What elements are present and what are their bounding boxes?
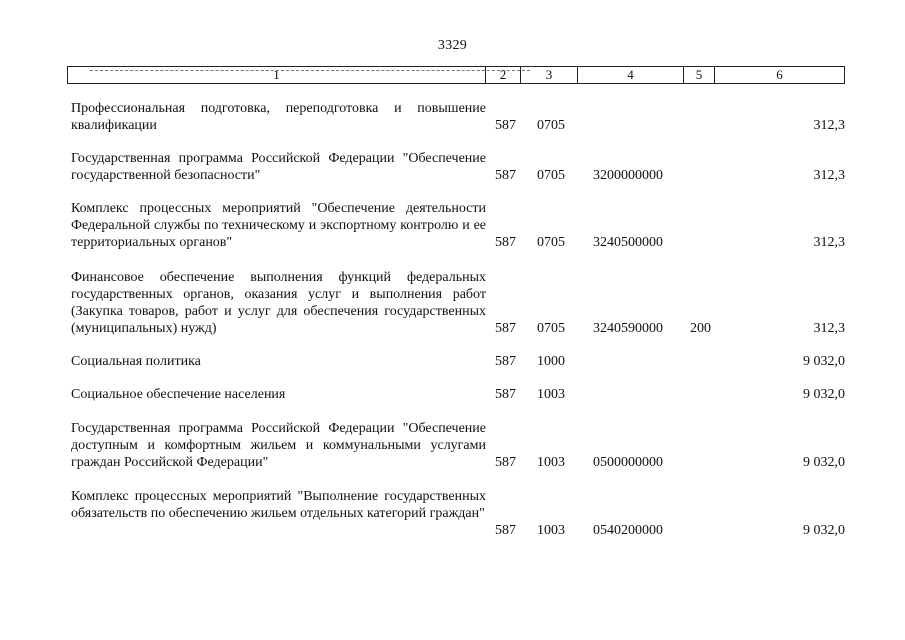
row-col-3: 1003 — [537, 523, 565, 538]
row-col-3: 1003 — [537, 455, 565, 470]
table-header — [67, 66, 845, 84]
row-col-6: 312,3 — [813, 118, 845, 133]
row-col-5: 200 — [690, 321, 711, 336]
row-col-2: 587 — [495, 235, 516, 250]
row-col-3: 1000 — [537, 354, 565, 369]
row-description: Комплекс процессных мероприятий "Выполнение государственных обязательств по обеспечению жильем отдельных категорий граждан" — [71, 489, 486, 521]
row-col-3: 0705 — [537, 168, 565, 183]
row-col-3: 0705 — [537, 235, 565, 250]
row-col-3: 1003 — [537, 387, 565, 402]
header-col-1-label: 1 — [273, 67, 280, 82]
row-col-2: 587 — [495, 354, 516, 369]
row-col-2: 587 — [495, 523, 516, 538]
row-col-3: 0705 — [537, 321, 565, 336]
row-description: Государственная программа Российской Федерации "Обеспечение доступным и комфортным жильем и коммунальными услугами граждан Российской Федерации" — [71, 421, 486, 470]
row-description: Социальная политика — [71, 354, 201, 369]
row-description: Профессиональная подготовка, переподготовка и повышение квалификации — [71, 101, 486, 133]
row-col-2: 587 — [495, 387, 516, 402]
row-col-2: 587 — [495, 455, 516, 470]
page-number: 3329 — [437, 38, 468, 53]
row-col-6: 312,3 — [813, 168, 845, 183]
header-col-6: 6 — [714, 67, 844, 83]
header-col-3: 3 — [520, 67, 577, 83]
header-col-1 — [68, 67, 485, 83]
row-col-3: 0705 — [537, 118, 565, 133]
header-col-4: 4 — [577, 67, 683, 83]
row-col-2: 587 — [495, 168, 516, 183]
header-dashed-line — [90, 70, 530, 71]
row-col-6: 9 032,0 — [803, 387, 845, 402]
row-col-4: 3240590000 — [593, 321, 663, 336]
row-col-2: 587 — [495, 321, 516, 336]
row-col-4: 3200000000 — [593, 168, 663, 183]
header-col-2: 2 — [485, 67, 520, 83]
row-col-4: 0540200000 — [593, 523, 663, 538]
row-description: Комплекс процессных мероприятий "Обеспечение деятельности Федеральной службы по техническому и экспортному контролю и ее территориальных органов" — [71, 201, 486, 250]
row-description: Социальное обеспечение населения — [71, 387, 286, 402]
row-col-6: 312,3 — [813, 321, 845, 336]
row-col-6: 9 032,0 — [803, 354, 845, 369]
row-description: Государственная программа Российской Федерации "Обеспечение государственной безопасности" — [71, 151, 486, 183]
row-col-4: 3240500000 — [593, 235, 663, 250]
row-col-6: 9 032,0 — [803, 455, 845, 470]
row-col-2: 587 — [495, 118, 516, 133]
row-col-6: 9 032,0 — [803, 523, 845, 538]
header-col-5: 5 — [683, 67, 714, 83]
row-col-4: 0500000000 — [593, 455, 663, 470]
row-col-6: 312,3 — [813, 235, 845, 250]
row-description: Финансовое обеспечение выполнения функций федеральных государственных органов, оказания услуг и выполнения работ (Закупка товаров, работ и услуг для обеспечения государственных (муниципальных) нужд) — [71, 270, 486, 336]
